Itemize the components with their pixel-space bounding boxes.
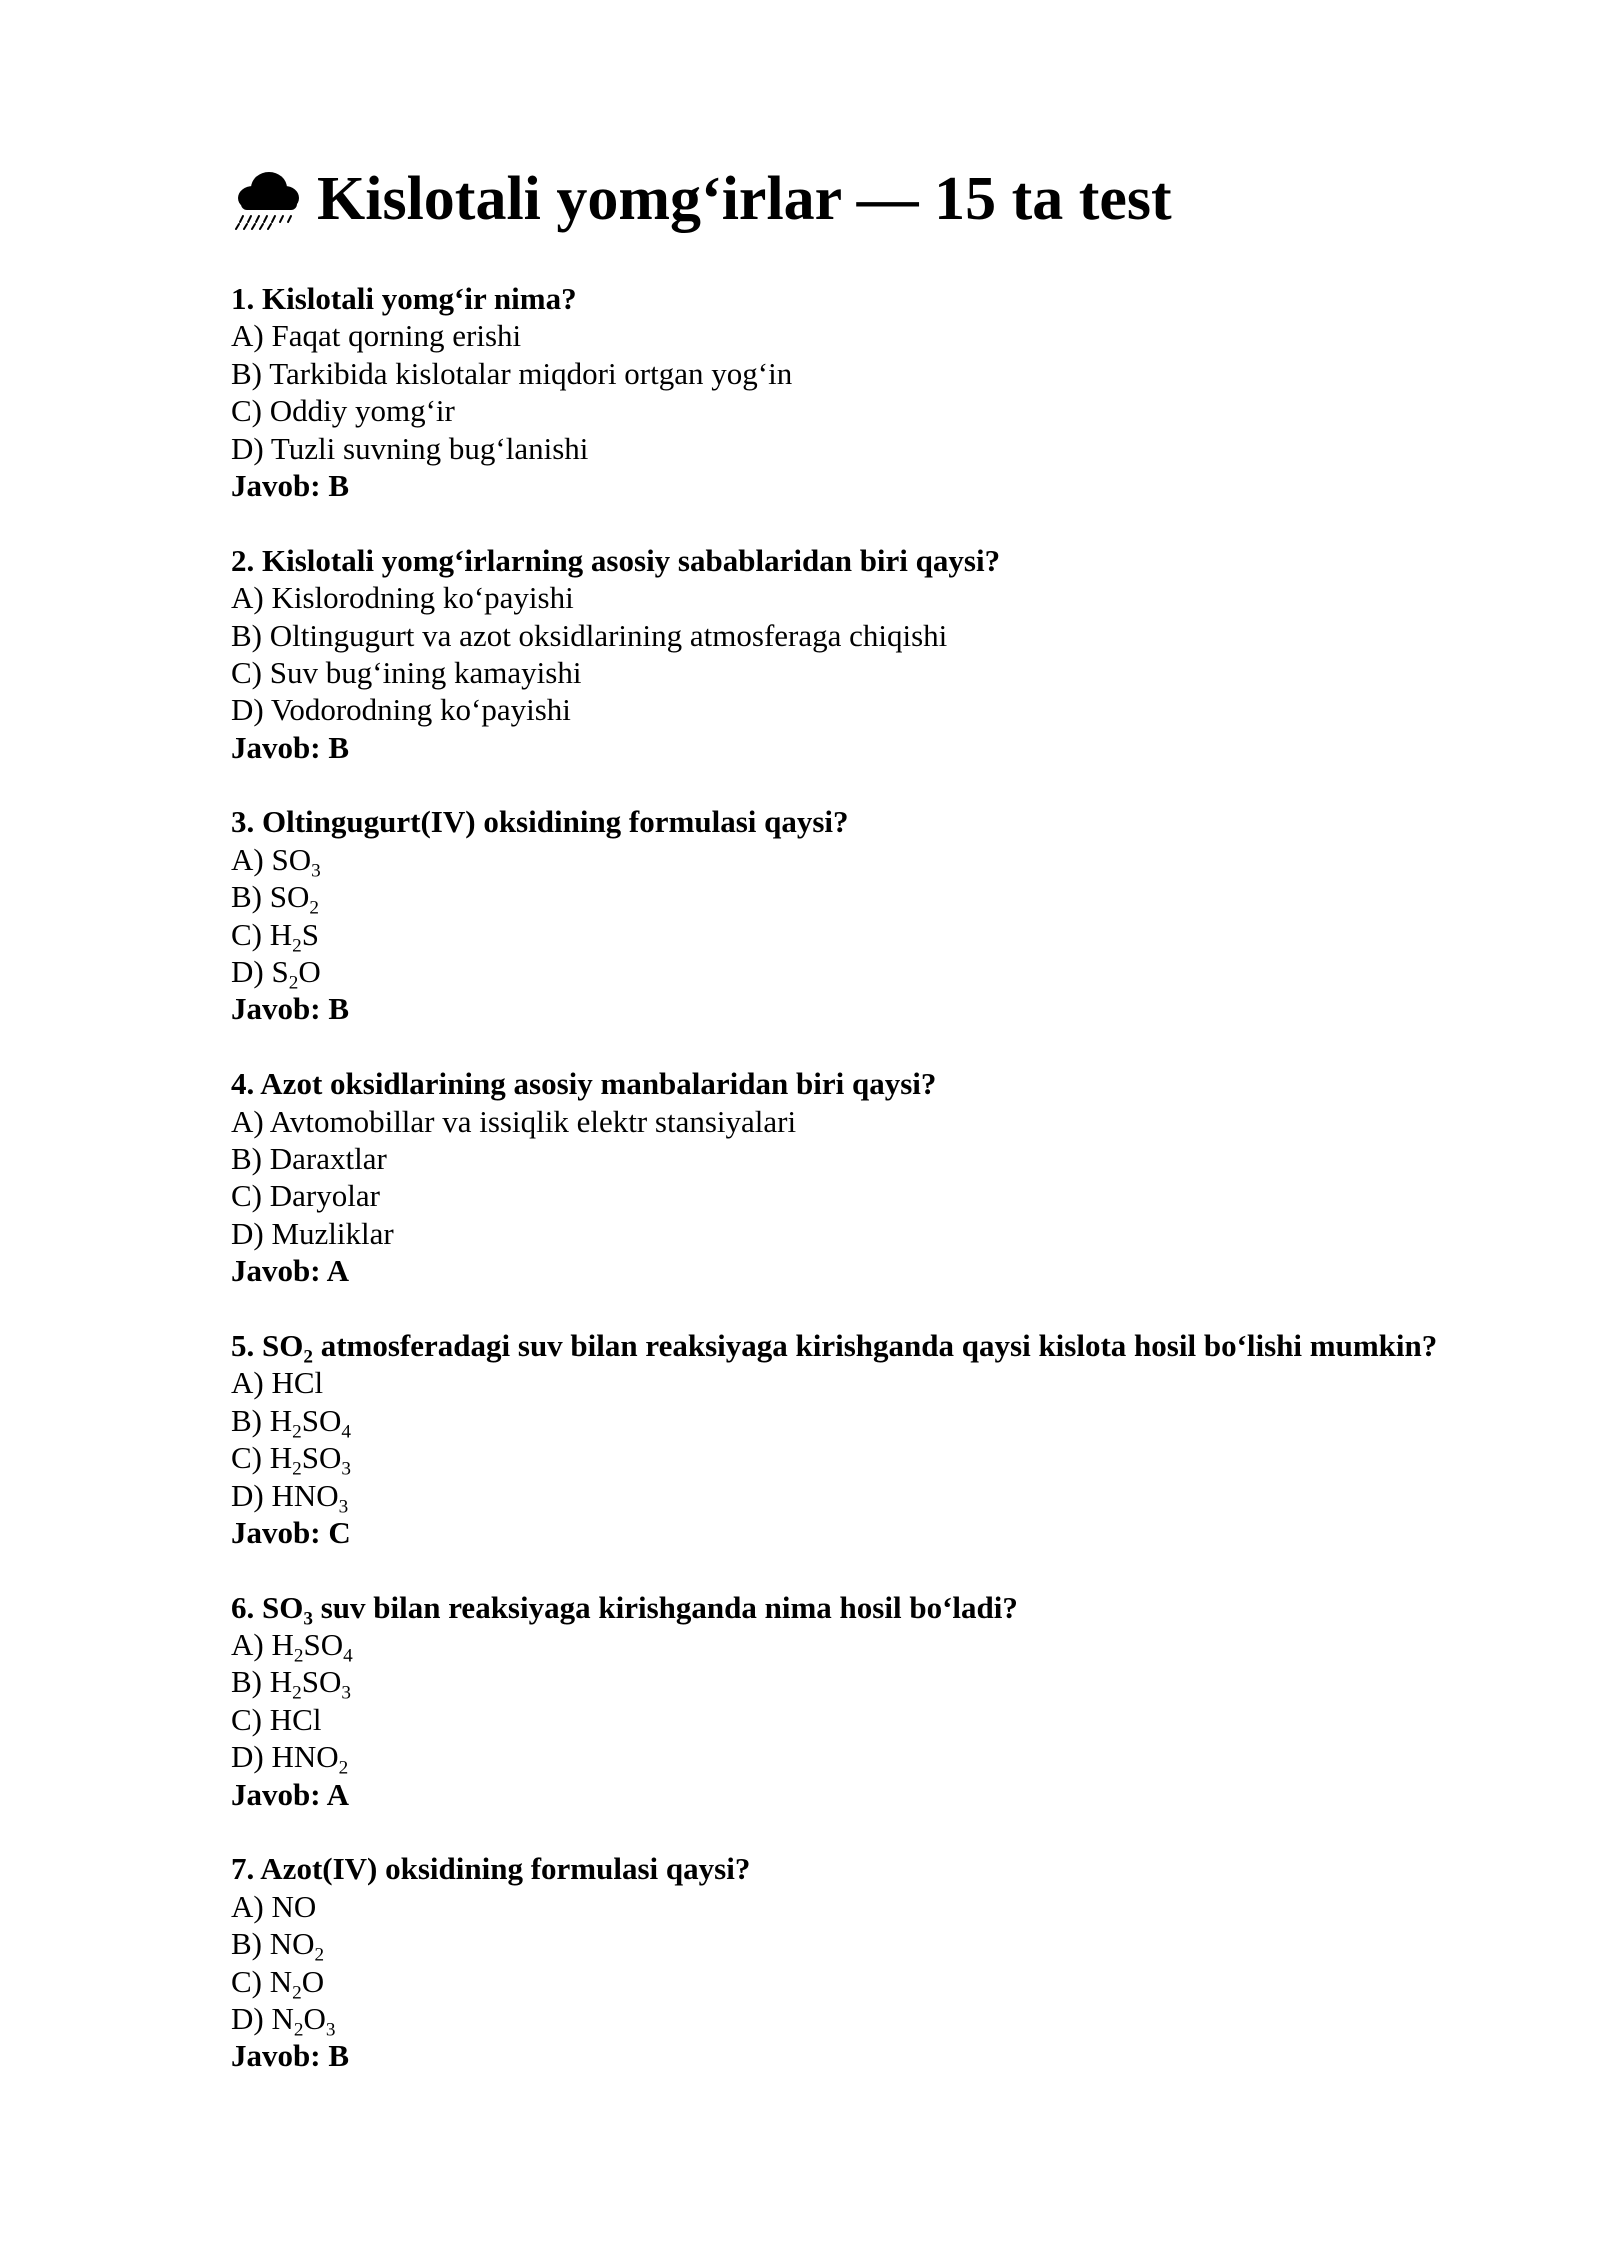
- subscript: 3: [325, 2019, 336, 2041]
- answer-prefix: Javob:: [231, 2038, 329, 2074]
- option-label: C): [231, 916, 262, 952]
- text-run: S: [301, 916, 319, 952]
- text-run: SO: [303, 1627, 344, 1663]
- option-label: C): [231, 1963, 262, 1999]
- answer-line: [231, 1776, 1561, 1813]
- answer-line: [231, 467, 1561, 504]
- text-run: H: [269, 916, 293, 952]
- option-label: D): [231, 692, 264, 728]
- option-label: D): [231, 954, 264, 990]
- question-list: [231, 280, 1561, 2075]
- option-label: D): [231, 430, 264, 466]
- subscript: 2: [288, 972, 299, 994]
- text-run: HCl: [271, 1365, 324, 1401]
- option-label: D): [231, 1739, 264, 1775]
- text-run: Oltingugurt(IV) oksidining formulasi qaysi?: [262, 804, 849, 840]
- text-run: H: [271, 1627, 294, 1663]
- question-number: 7.: [231, 1851, 255, 1887]
- subscript: 2: [292, 1458, 302, 1480]
- text-run: H: [269, 1664, 293, 1700]
- text-run: Azot oksidlarining asosiy manbalaridan biri qaysi?: [260, 1066, 937, 1102]
- answer-prefix: Javob:: [231, 1253, 327, 1289]
- option-label: B): [231, 1664, 262, 1700]
- question-block: [231, 1850, 1561, 2074]
- answer-option: [231, 1402, 1561, 1443]
- text-run: Kislotali yomg‘irlarning asosiy sabablaridan biri qaysi?: [262, 542, 1001, 578]
- option-label: D): [231, 1477, 264, 1513]
- answer-option: [231, 1215, 1561, 1252]
- text-run: atmosferadagi suv bilan reaksiyaga kirishganda qaysi kislota hosil bo‘lishi mumkin?: [312, 1327, 1438, 1363]
- answer-option: [231, 1663, 1561, 1705]
- answer-option: [231, 1177, 1561, 1214]
- question-number: 3.: [231, 804, 255, 840]
- option-label: C): [231, 1701, 262, 1737]
- question-number: 4.: [231, 1066, 255, 1102]
- answer-option: [231, 1925, 1561, 1966]
- question-number: 6.: [231, 1589, 255, 1625]
- answer-option: [231, 1439, 1561, 1480]
- question-block: [231, 542, 1561, 766]
- option-label: B): [231, 1926, 262, 1962]
- answer-value: A: [326, 1253, 349, 1289]
- answer-option: [231, 878, 1561, 919]
- question-block: [231, 1065, 1561, 1289]
- answer-option: [231, 1888, 1561, 1925]
- text-run: O: [298, 954, 321, 990]
- subscript: 3: [341, 1458, 351, 1480]
- answer-option: [231, 1364, 1561, 1401]
- text-run: Avtomobillar va issiqlik elektr stansiyalari: [269, 1103, 797, 1139]
- text-run: Oltingugurt va azot oksidlarining atmosferaga chiqishi: [269, 617, 948, 653]
- option-label: B): [231, 879, 262, 915]
- answer-option: [231, 654, 1561, 691]
- text-run: SO: [301, 1664, 342, 1700]
- question-text: [231, 1065, 1561, 1102]
- answer-value: B: [328, 991, 350, 1027]
- question-block: [231, 280, 1561, 504]
- answer-value: A: [326, 1776, 349, 1812]
- option-label: B): [231, 355, 262, 391]
- subscript: 2: [338, 1757, 349, 1779]
- rain-cloud-icon: [231, 168, 301, 230]
- option-label: A): [231, 1627, 264, 1663]
- answer-prefix: Javob:: [231, 1776, 327, 1812]
- option-label: D): [231, 1215, 264, 1251]
- text-run: Tuzli suvning bug‘lanishi: [270, 430, 589, 466]
- answer-option: [231, 617, 1561, 654]
- answer-prefix: Javob:: [231, 991, 329, 1027]
- text-run: Muzliklar: [271, 1215, 394, 1251]
- answer-value: B: [328, 729, 350, 765]
- text-run: SO: [269, 879, 310, 915]
- subscript: 3: [303, 1608, 313, 1630]
- answer-option: [231, 317, 1561, 354]
- text-run: HNO: [271, 1477, 339, 1513]
- answer-option: [231, 1738, 1561, 1779]
- question-text: [231, 1589, 1561, 1630]
- option-label: A): [231, 1103, 264, 1139]
- answer-option: [231, 1963, 1561, 2004]
- text-run: Daryolar: [269, 1178, 380, 1214]
- text-run: Tarkibida kislotalar miqdori ortgan yog‘in: [269, 355, 793, 391]
- subscript: 2: [293, 2019, 304, 2041]
- subscript: 3: [311, 860, 321, 882]
- text-run: SO: [262, 1589, 304, 1625]
- answer-line: [231, 729, 1561, 766]
- answer-option: [231, 916, 1561, 957]
- text-run: H: [269, 1440, 293, 1476]
- subscript: 2: [309, 897, 319, 919]
- option-label: B): [231, 617, 262, 653]
- answer-option: [231, 1140, 1561, 1177]
- text-run: SO: [262, 1327, 304, 1363]
- text-run: HCl: [269, 1701, 322, 1737]
- answer-option: [231, 1626, 1561, 1667]
- subscript: 3: [338, 1496, 349, 1518]
- answer-option: [231, 691, 1561, 728]
- answer-option: [231, 430, 1561, 467]
- text-run: suv bilan reaksiyaga kirishganda nima hosil bo‘ladi?: [312, 1589, 1018, 1625]
- answer-line: [231, 2037, 1561, 2074]
- answer-line: [231, 990, 1561, 1027]
- answer-option: [231, 953, 1561, 994]
- document-page: [231, 160, 1561, 2112]
- answer-option: [231, 1701, 1561, 1738]
- subscript: 3: [341, 1683, 351, 1705]
- answer-option: [231, 1477, 1561, 1518]
- answer-value: C: [328, 1514, 351, 1550]
- text-run: Faqat qorning erishi: [271, 318, 522, 354]
- text-run: NO: [269, 1926, 315, 1962]
- answer-prefix: Javob:: [231, 467, 329, 503]
- answer-option: [231, 841, 1561, 882]
- question-number: 2.: [231, 542, 255, 578]
- subscript: 2: [292, 1683, 302, 1705]
- question-number: 5.: [231, 1327, 255, 1363]
- subscript: 2: [293, 1645, 304, 1667]
- subscript: 2: [292, 1982, 302, 2004]
- text-run: HNO: [271, 1739, 339, 1775]
- answer-value: B: [328, 2038, 350, 2074]
- option-label: B): [231, 1140, 262, 1176]
- text-run: N: [269, 1963, 293, 1999]
- question-block: [231, 803, 1561, 1027]
- option-label: B): [231, 1402, 262, 1438]
- question-block: [231, 1327, 1561, 1551]
- question-text: [231, 1327, 1561, 1368]
- subscript: 2: [292, 1421, 302, 1443]
- text-run: O: [301, 1963, 325, 1999]
- text-run: Suv bug‘ining kamayishi: [269, 654, 582, 690]
- answer-line: [231, 1252, 1561, 1289]
- text-run: Kislotali yomg‘ir nima?: [262, 281, 577, 316]
- answer-option: [231, 392, 1561, 429]
- answer-line: [231, 1514, 1561, 1551]
- answer-prefix: Javob:: [231, 1514, 329, 1550]
- text-run: Daraxtlar: [269, 1140, 387, 1176]
- answer-option: [231, 1103, 1561, 1140]
- text-run: SO: [301, 1440, 342, 1476]
- option-label: C): [231, 1178, 262, 1214]
- question-block: [231, 1589, 1561, 1813]
- option-label: C): [231, 654, 262, 690]
- text-run: N: [271, 2000, 294, 2036]
- text-run: Azot(IV) oksidining formulasi qaysi?: [260, 1851, 751, 1887]
- subscript: 2: [292, 935, 302, 957]
- text-run: SO: [271, 841, 312, 877]
- answer-option: [231, 2000, 1561, 2041]
- answer-prefix: Javob:: [231, 729, 329, 765]
- option-label: D): [231, 2000, 264, 2036]
- option-label: C): [231, 1440, 262, 1476]
- question-text: [231, 542, 1561, 579]
- answer-value: B: [328, 467, 350, 503]
- subscript: 2: [303, 1346, 313, 1368]
- question-number: 1.: [231, 281, 255, 316]
- option-label: A): [231, 318, 264, 354]
- text-run: S: [271, 954, 289, 990]
- option-label: A): [231, 1888, 264, 1924]
- page-title: Kislotali yomg‘irlar — 15 ta test: [317, 165, 1172, 233]
- text-run: Kislorodning ko‘payishi: [271, 580, 574, 616]
- document-title: [231, 160, 1561, 238]
- text-run: Oddiy yomg‘ir: [269, 393, 455, 429]
- text-run: NO: [271, 1888, 317, 1924]
- text-run: Vodorodning ko‘payishi: [270, 692, 571, 728]
- answer-option: [231, 579, 1561, 616]
- answer-option: [231, 355, 1561, 392]
- subscript: 2: [314, 1944, 325, 1966]
- question-text: [231, 280, 1561, 317]
- option-label: A): [231, 1365, 264, 1401]
- subscript: 4: [343, 1645, 353, 1667]
- option-label: A): [231, 580, 264, 616]
- option-label: A): [231, 841, 264, 877]
- text-run: SO: [301, 1402, 342, 1438]
- text-run: O: [303, 2000, 326, 2036]
- question-text: [231, 1850, 1561, 1887]
- text-run: H: [269, 1402, 293, 1438]
- option-label: C): [231, 393, 262, 429]
- subscript: 4: [341, 1421, 351, 1443]
- question-text: [231, 803, 1561, 840]
